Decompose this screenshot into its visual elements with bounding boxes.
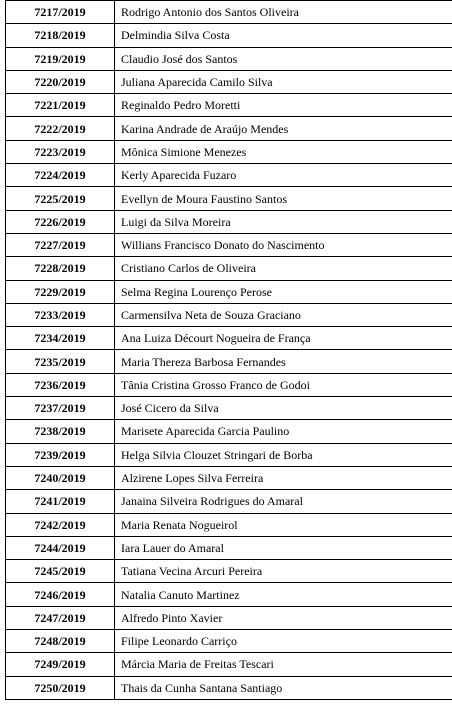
table-row — [6, 187, 452, 210]
person-name-cell: Evellyn de Moura Faustino Santos — [115, 187, 452, 210]
record-number-cell: 7241/2019 — [6, 490, 115, 513]
table-row — [6, 24, 452, 47]
record-number-cell: 7218/2019 — [6, 24, 115, 47]
record-number-cell: 7249/2019 — [6, 653, 115, 676]
person-name-cell: Iara Lauer do Amaral — [115, 536, 452, 559]
record-number-cell: 7245/2019 — [6, 560, 115, 583]
record-number-cell: 7225/2019 — [6, 187, 115, 210]
table-row — [6, 350, 452, 373]
record-number-cell: 7235/2019 — [6, 350, 115, 373]
table-row — [6, 373, 452, 396]
record-number-cell: 7217/2019 — [6, 1, 115, 24]
person-name-cell: Maria Thereza Barbosa Fernandes — [115, 350, 452, 373]
table-row — [6, 257, 452, 280]
record-number-cell: 7229/2019 — [6, 280, 115, 303]
table-row — [6, 466, 452, 489]
table-row — [6, 676, 452, 699]
person-name-cell: Filipe Leonardo Carriço — [115, 630, 452, 653]
person-name-cell: José Cicero da Silva — [115, 397, 452, 420]
person-name-cell: Alfredo Pinto Xavier — [115, 606, 452, 629]
record-number-cell: 7242/2019 — [6, 513, 115, 536]
record-number-cell: 7237/2019 — [6, 397, 115, 420]
person-name-cell: Juliana Aparecida Camilo Silva — [115, 70, 452, 93]
person-name-cell: Ana Luiza Décourt Nogueira de França — [115, 327, 452, 350]
person-name-cell: Willians Francisco Donato do Nascimento — [115, 233, 452, 256]
person-name-cell: Thais da Cunha Santana Santiago — [115, 676, 452, 699]
record-number-cell: 7240/2019 — [6, 466, 115, 489]
person-name-cell: Karina Andrade de Araújo Mendes — [115, 117, 452, 140]
table-row — [6, 397, 452, 420]
table-row — [6, 630, 452, 653]
record-number-cell: 7246/2019 — [6, 583, 115, 606]
table-row — [6, 47, 452, 70]
person-name-cell: Carmensilva Neta de Souza Graciano — [115, 303, 452, 326]
table-row — [6, 70, 452, 93]
record-number-cell: 7250/2019 — [6, 676, 115, 699]
table-row — [6, 94, 452, 117]
record-number-cell: 7236/2019 — [6, 373, 115, 396]
person-name-cell: Márcia Maria de Freitas Tescari — [115, 653, 452, 676]
record-number-cell: 7234/2019 — [6, 327, 115, 350]
record-number-cell: 7233/2019 — [6, 303, 115, 326]
record-number-cell: 7219/2019 — [6, 47, 115, 70]
record-number-cell: 7238/2019 — [6, 420, 115, 443]
person-name-cell: Luigi da Silva Moreira — [115, 210, 452, 233]
record-number-cell: 7221/2019 — [6, 94, 115, 117]
person-name-cell: Rodrigo Antonio dos Santos Oliveira — [115, 1, 452, 24]
table-row — [6, 653, 452, 676]
record-number-cell: 7248/2019 — [6, 630, 115, 653]
person-name-cell: Delmindia Silva Costa — [115, 24, 452, 47]
person-name-cell: Alzirene Lopes Silva Ferreira — [115, 466, 452, 489]
table-row — [6, 1, 452, 24]
table-row — [6, 443, 452, 466]
records-table-body — [6, 1, 452, 700]
record-number-cell: 7244/2019 — [6, 536, 115, 559]
person-name-cell: Reginaldo Pedro Moretti — [115, 94, 452, 117]
person-name-cell: Mônica Simione Menezes — [115, 140, 452, 163]
person-name-cell: Maria Renata Nogueirol — [115, 513, 452, 536]
person-name-cell: Marisete Aparecida Garcia Paulino — [115, 420, 452, 443]
record-number-cell: 7239/2019 — [6, 443, 115, 466]
table-row — [6, 420, 452, 443]
person-name-cell: Claudio José dos Santos — [115, 47, 452, 70]
record-number-cell: 7223/2019 — [6, 140, 115, 163]
table-row — [6, 210, 452, 233]
table-row — [6, 164, 452, 187]
person-name-cell: Cristiano Carlos de Oliveira — [115, 257, 452, 280]
table-row — [6, 233, 452, 256]
table-row — [6, 606, 452, 629]
table-row — [6, 140, 452, 163]
record-number-cell: 7222/2019 — [6, 117, 115, 140]
table-row — [6, 536, 452, 559]
record-number-cell: 7228/2019 — [6, 257, 115, 280]
record-number-cell: 7247/2019 — [6, 606, 115, 629]
person-name-cell: Tatiana Vecina Arcuri Pereira — [115, 560, 452, 583]
table-row — [6, 560, 452, 583]
table-row — [6, 327, 452, 350]
table-row — [6, 117, 452, 140]
person-name-cell: Kerly Aparecida Fuzaro — [115, 164, 452, 187]
person-name-cell: Natalia Canuto Martinez — [115, 583, 452, 606]
person-name-cell: Selma Regina Lourenço Perose — [115, 280, 452, 303]
person-name-cell: Helga Silvia Clouzet Stringari de Borba — [115, 443, 452, 466]
record-number-cell: 7224/2019 — [6, 164, 115, 187]
record-number-cell: 7226/2019 — [6, 210, 115, 233]
table-row — [6, 583, 452, 606]
table-row — [6, 513, 452, 536]
record-number-cell: 7220/2019 — [6, 70, 115, 93]
records-table — [5, 0, 452, 700]
table-row — [6, 280, 452, 303]
table-row — [6, 490, 452, 513]
table-row — [6, 303, 452, 326]
person-name-cell: Janaina Silveira Rodrigues do Amaral — [115, 490, 452, 513]
record-number-cell: 7227/2019 — [6, 233, 115, 256]
person-name-cell: Tânia Cristina Grosso Franco de Godoi — [115, 373, 452, 396]
